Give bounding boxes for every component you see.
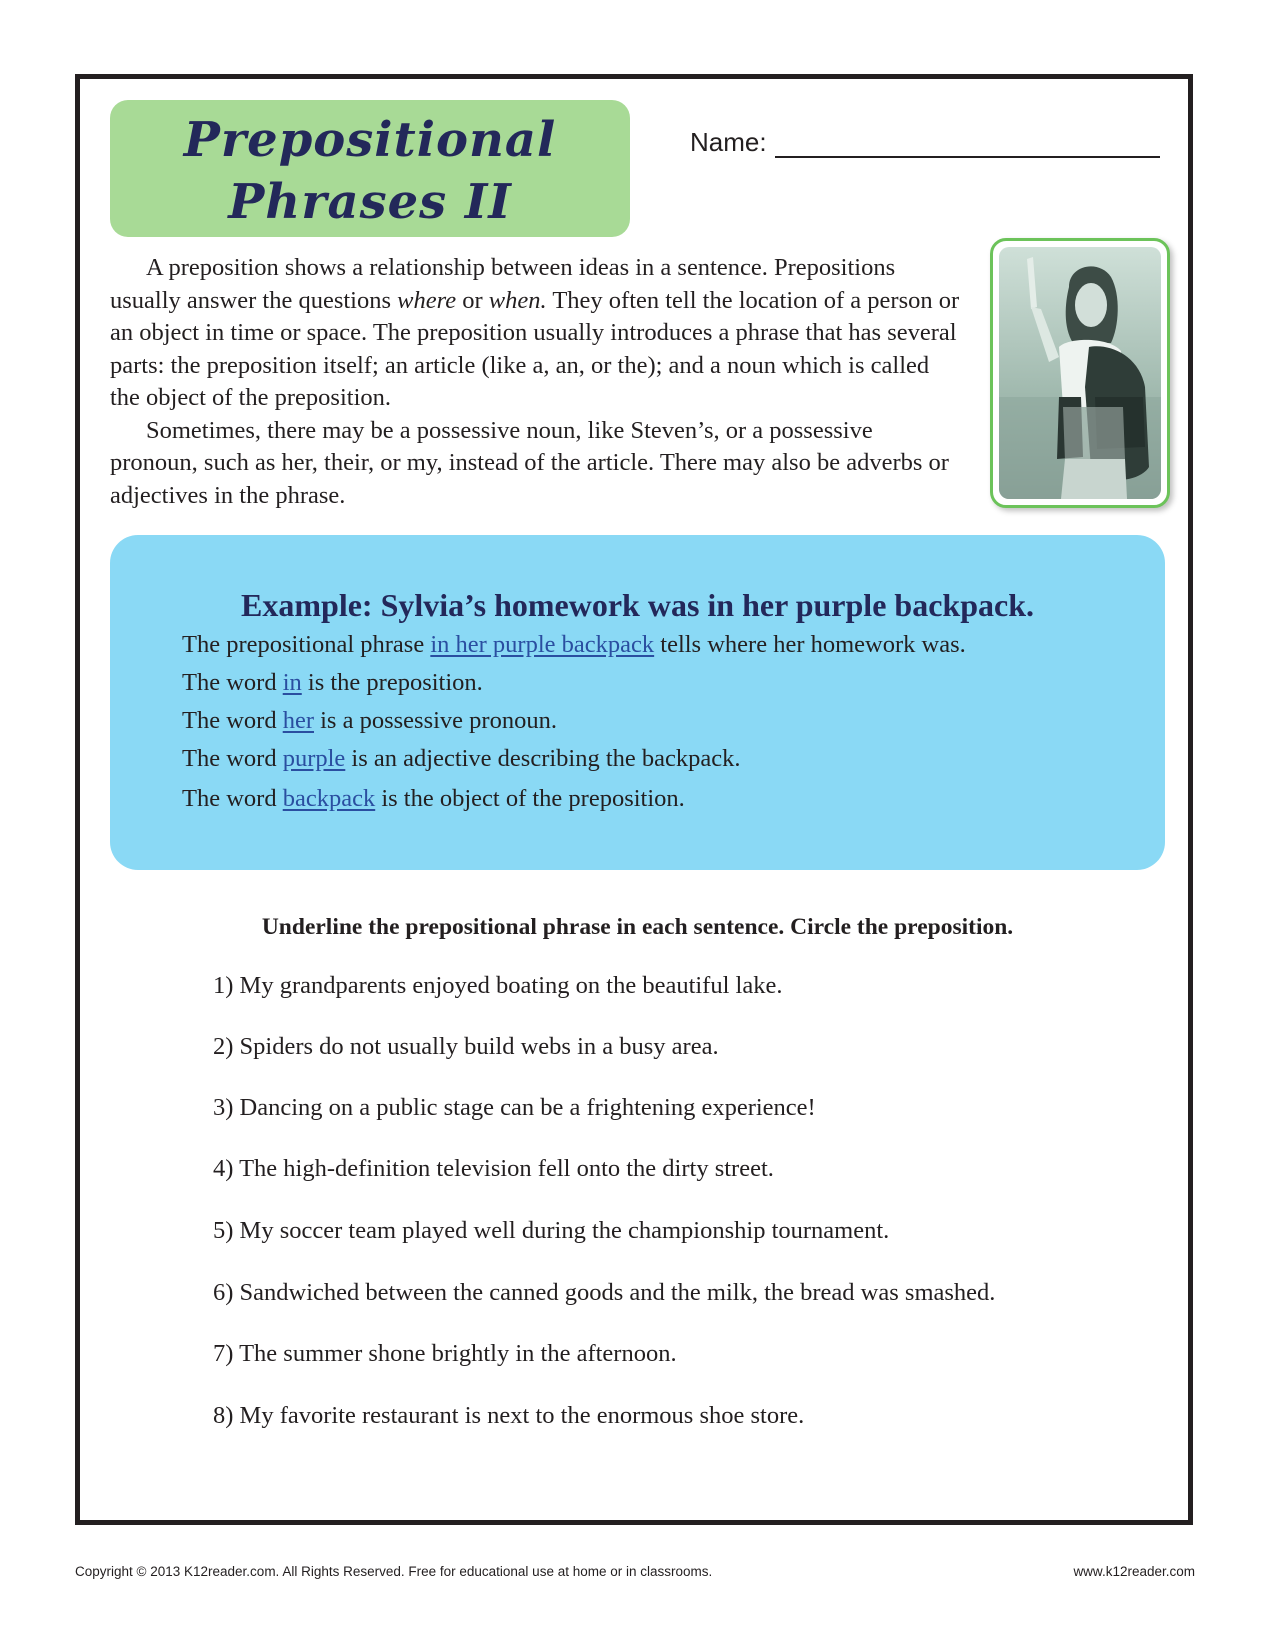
copyright-notice: Copyright © 2013 K12reader.com. All Rights Reserved. Free for educational use at home or in classrooms. <box>75 1564 713 1579</box>
example-line-3 <box>182 707 557 735</box>
exercise-item-5[interactable]: 5) My soccer team played well during the championship tournament. <box>213 1217 890 1244</box>
example-line-4 <box>182 745 741 773</box>
example-line-2 <box>182 669 483 697</box>
exercise-item-1[interactable]: 1) My grandparents enjoyed boating on the beautiful lake. <box>213 972 783 999</box>
example-line-text: is the object of the preposition. <box>375 785 685 812</box>
example-line-text: is the preposition. <box>301 669 483 696</box>
underlined-word: backpack <box>282 785 376 812</box>
example-box <box>110 535 1165 870</box>
name-field <box>690 126 1160 158</box>
intro-when: when. <box>488 286 547 314</box>
intro-paragraph-2: Sometimes, there may be a possessive noun, like Steven’s, or a possessive pronoun, such as her, their, or my, instead of the article. There may also be adverbs or adjectives in the phrase. <box>110 416 949 509</box>
student-photo-image <box>999 247 1161 499</box>
intro-text <box>110 252 960 512</box>
underlined-word: her <box>282 707 314 734</box>
intro-where: where <box>397 286 457 314</box>
example-line-text: The word <box>182 669 283 696</box>
example-line-text: The word <box>182 785 283 812</box>
example-line-5 <box>182 785 685 813</box>
exercise-item-4[interactable]: 4) The high-definition television fell onto the dirty street. <box>213 1155 774 1182</box>
title-banner <box>110 100 630 237</box>
example-line-text: is a possessive pronoun. <box>314 707 557 734</box>
underlined-word: purple <box>282 745 346 772</box>
name-blank-line[interactable] <box>775 126 1160 158</box>
title-line-2: Phrases II <box>228 174 512 230</box>
name-label: Name: <box>690 127 767 157</box>
exercise-item-6[interactable]: 6) Sandwiched between the canned goods and the milk, the bread was smashed. <box>213 1279 996 1306</box>
example-line-text: is an adjective describing the backpack. <box>345 745 741 772</box>
intro-paragraph-1 <box>110 252 960 415</box>
example-line-text: The prepositional phrase <box>182 631 431 658</box>
exercise-item-2[interactable]: 2) Spiders do not usually build webs in a busy area. <box>213 1033 719 1060</box>
instructions: Underline the prepositional phrase in each sentence. Circle the preposition. <box>261 914 1014 940</box>
underlined-word: in <box>282 669 302 696</box>
student-photo <box>990 238 1170 508</box>
example-title: Example: Sylvia’s homework was in her purple backpack. <box>241 587 1034 623</box>
example-line-1 <box>182 631 966 659</box>
intro-or: or <box>456 286 489 314</box>
site-url[interactable]: www.k12reader.com <box>1073 1564 1195 1579</box>
example-line-text: The word <box>182 707 283 734</box>
example-line-text: The word <box>182 745 283 772</box>
exercise-item-7[interactable]: 7) The summer shone brightly in the afternoon. <box>213 1340 677 1367</box>
underlined-phrase: in her purple backpack <box>430 631 655 658</box>
exercise-item-8[interactable]: 8) My favorite restaurant is next to the enormous shoe store. <box>213 1402 805 1429</box>
intro-p1-end: They often tell the location of a person or an object in time or space. The preposition usually introduces a phrase that has several parts: the preposition itself; an article (like a, an, or the); and a noun which is called the object of the preposition. <box>110 286 960 411</box>
example-line-text: tells where her homework was. <box>654 631 966 658</box>
title-line-1: Prepositional <box>183 112 557 168</box>
exercise-item-3[interactable]: 3) Dancing on a public stage can be a frightening experience! <box>213 1094 816 1121</box>
intro-p1-start: A preposition shows a relationship between ideas in a sentence. Prepositions usually answer the questions <box>110 254 896 314</box>
